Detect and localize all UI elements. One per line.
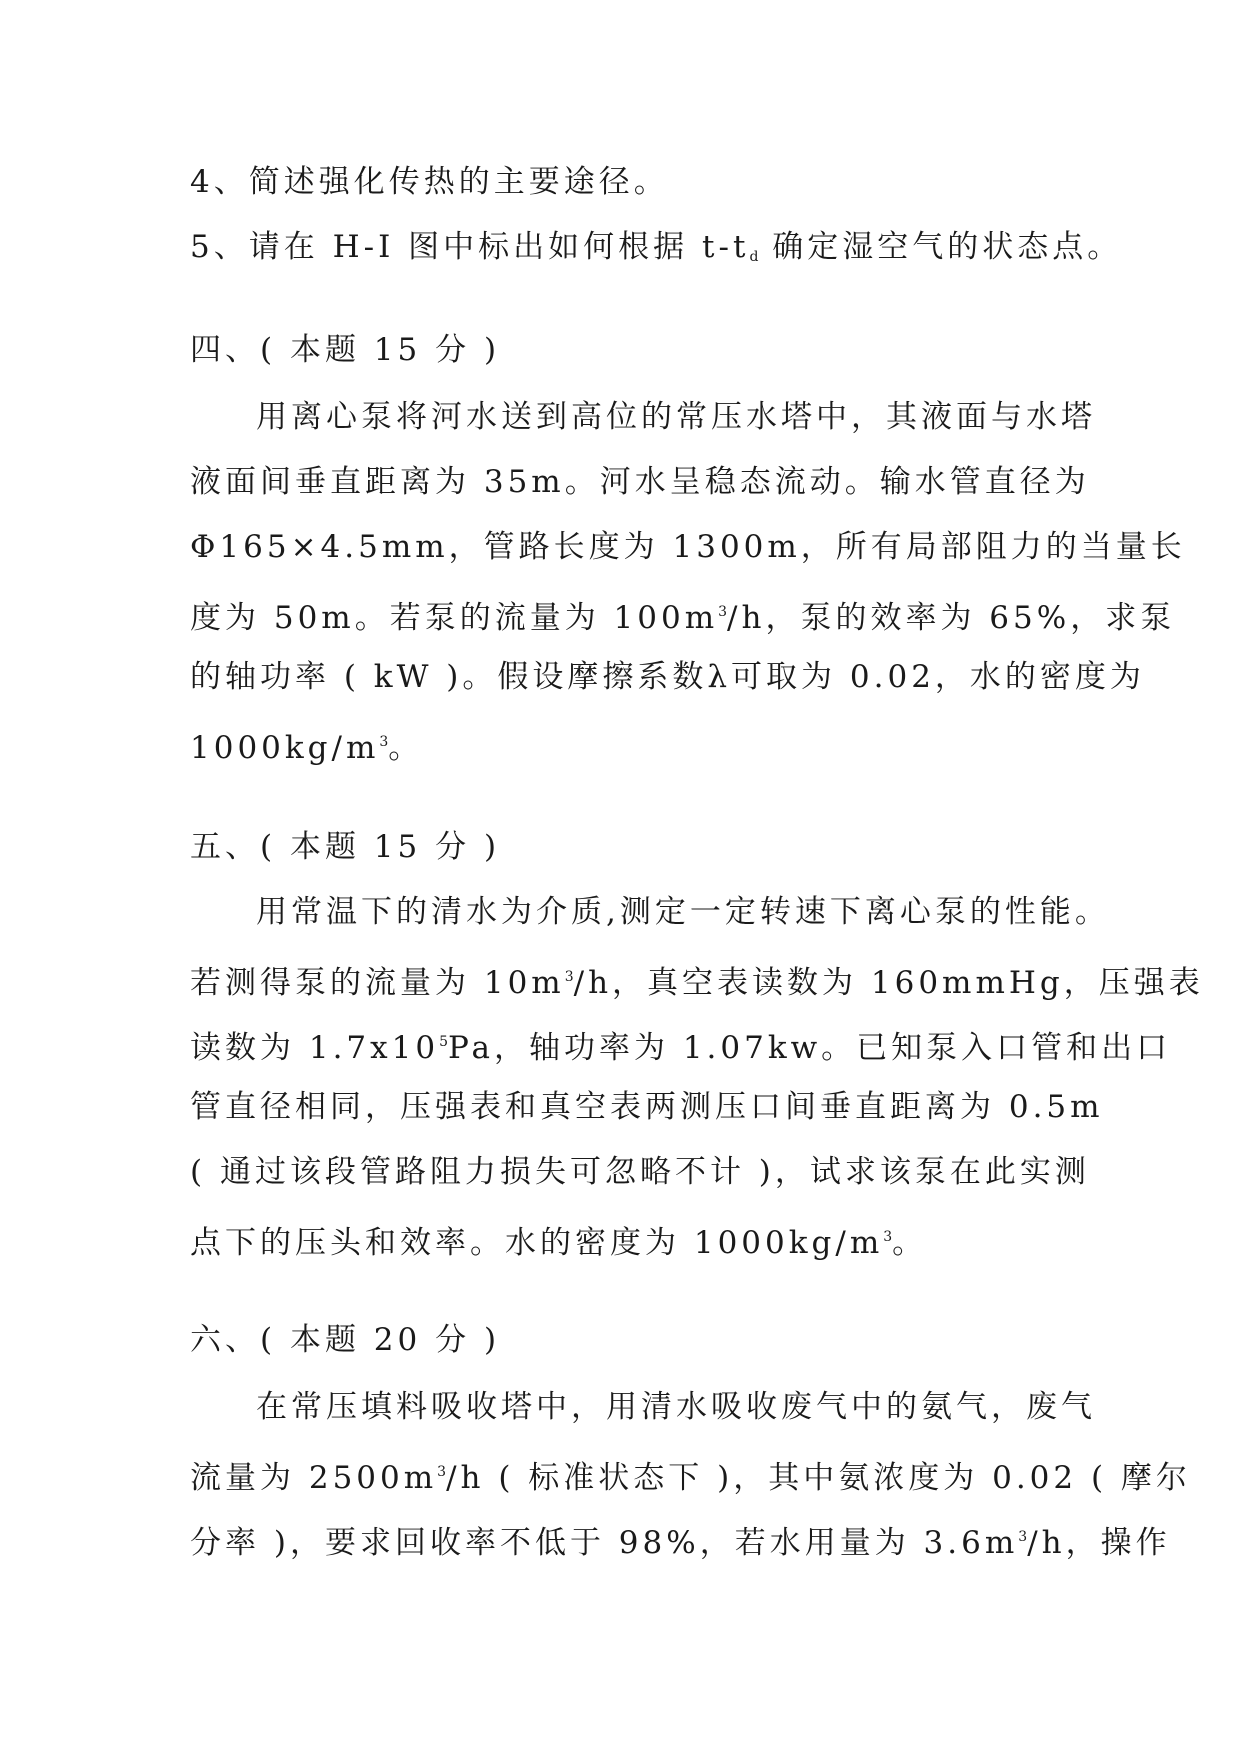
s5-l6-post: 。 bbox=[892, 1225, 928, 1261]
q5-text-pre: 5、请在 H-I 图中标出如何根据 t-t bbox=[190, 229, 750, 265]
section-6-heading: 六、( 本题 20 分 ) bbox=[190, 1322, 501, 1358]
section-4-line-3: Φ165×4.5mm，管路长度为 1300m，所有局部阻力的当量长 bbox=[190, 529, 1186, 565]
s5-l2-post: /h，真空表读数为 160mmHg，压强表 bbox=[573, 965, 1204, 1001]
s5-l6-pre: 点下的压头和效率。水的密度为 1000kg/m bbox=[190, 1225, 884, 1261]
s6-l2-post: /h ( 标准状态下 )，其中氨浓度为 0.02 ( 摩尔 bbox=[446, 1460, 1191, 1496]
section-4-line-5: 的轴功率 ( kW )。假设摩擦系数λ可取为 0.02，水的密度为 bbox=[190, 659, 1145, 695]
section-5-line-2 bbox=[190, 957, 1204, 1003]
s4-l6-post: 。 bbox=[388, 730, 424, 766]
s4-l6-superscript: 3 bbox=[379, 734, 389, 750]
s4-l4-post: /h，泵的效率为 65%，求泵 bbox=[727, 600, 1176, 636]
section-5-heading: 五、( 本题 15 分 ) bbox=[190, 829, 501, 865]
s6-l3-superscript: 3 bbox=[1018, 1529, 1028, 1545]
s4-l4-superscript: 3 bbox=[718, 604, 728, 620]
question-4: 4、简述强化传热的主要途径。 bbox=[190, 164, 669, 200]
s5-l3-post: Pa，轴功率为 1.07kw。已知泵入口管和出口 bbox=[448, 1030, 1172, 1066]
s5-l2-pre: 若测得泵的流量为 10m bbox=[190, 965, 565, 1001]
q5-text-post: 确定湿空气的状态点。 bbox=[758, 229, 1123, 265]
section-4-line-4 bbox=[190, 592, 1176, 638]
s4-l4-pre: 度为 50m。若泵的流量为 100m bbox=[190, 600, 719, 636]
section-5-line-6 bbox=[190, 1217, 1060, 1263]
s5-l6-superscript: 3 bbox=[883, 1229, 893, 1245]
section-5-line-3 bbox=[190, 1022, 1172, 1068]
section-5-line-5: ( 通过该段管路阻力损失可忽略不计 )，试求该泵在此实测 bbox=[190, 1154, 1090, 1190]
section-4-line-1: 用离心泵将河水送到高位的常压水塔中，其液面与水塔 bbox=[256, 399, 1096, 435]
s6-l3-pre: 分率 )，要求回收率不低于 98%，若水用量为 3.6m bbox=[190, 1525, 1019, 1561]
section-6-line-1: 在常压填料吸收塔中，用清水吸收废气中的氨气，废气 bbox=[256, 1389, 1096, 1425]
s5-l3-pre: 读数为 1.7x10 bbox=[190, 1030, 440, 1066]
section-4-line-2: 液面间垂直距离为 35m。河水呈稳态流动。输水管直径为 bbox=[190, 464, 1090, 500]
section-6-line-3 bbox=[190, 1517, 1171, 1563]
s6-l3-post: /h，操作 bbox=[1027, 1525, 1171, 1561]
s5-l3-superscript: 5 bbox=[439, 1034, 449, 1050]
section-5-line-4: 管直径相同，压强表和真空表两测压口间垂直距离为 0.5m bbox=[190, 1089, 1104, 1125]
s6-l2-superscript: 3 bbox=[437, 1464, 447, 1480]
q5-subscript: d bbox=[749, 249, 759, 265]
section-6-line-2 bbox=[190, 1452, 1191, 1498]
section-5-line-1: 用常温下的清水为介质,测定一定转速下离心泵的性能。 bbox=[256, 894, 1110, 930]
question-5 bbox=[190, 227, 1123, 277]
section-4-line-6 bbox=[190, 722, 1060, 768]
s5-l2-superscript: 3 bbox=[564, 969, 574, 985]
s6-l2-pre: 流量为 2500m bbox=[190, 1460, 438, 1496]
s4-l6-pre: 1000kg/m bbox=[190, 730, 380, 766]
section-4-heading: 四、( 本题 15 分 ) bbox=[190, 332, 501, 368]
